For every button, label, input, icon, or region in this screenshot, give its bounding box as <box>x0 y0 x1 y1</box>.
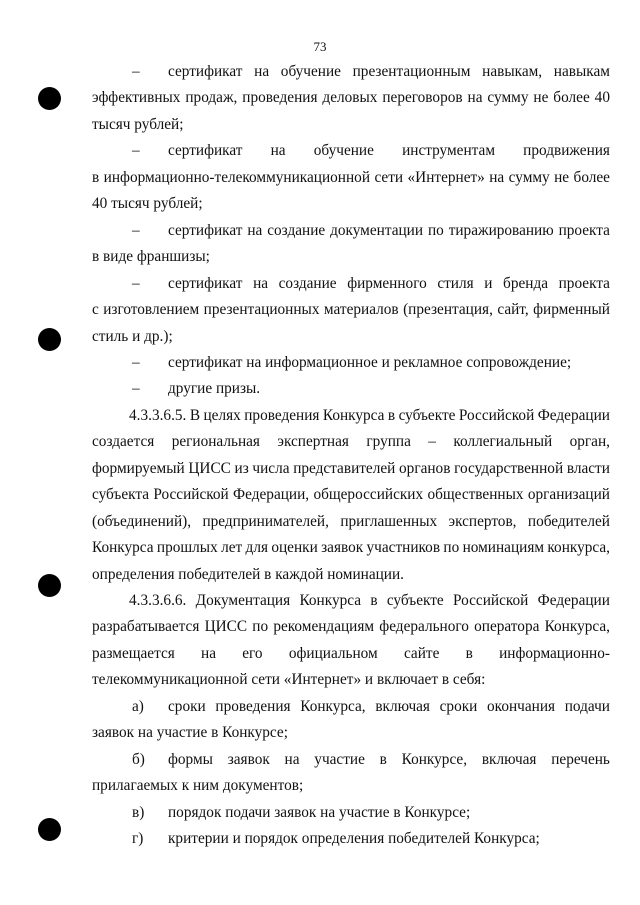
word: информационно-телекоммуникационной <box>103 169 371 186</box>
word: сайт, <box>497 301 529 318</box>
word: проекта <box>558 275 610 292</box>
word: проведения <box>244 407 320 424</box>
word: победителей <box>527 513 610 530</box>
word: включая <box>375 698 430 715</box>
word: сроки <box>439 698 478 715</box>
word: документации <box>330 222 424 239</box>
word: с <box>92 301 99 318</box>
word: субъекта <box>92 486 150 503</box>
text-line: прилагаемых к ним документов; <box>92 777 304 794</box>
text-line <box>168 274 610 294</box>
word: по <box>252 618 269 635</box>
text-line: порядок подачи заявок на участие в Конкурсе; <box>168 804 471 821</box>
word: группа <box>366 433 411 450</box>
word: проведения <box>215 698 291 715</box>
text-line <box>168 750 610 770</box>
word: в <box>370 592 378 609</box>
word: «Интернет» <box>407 169 485 186</box>
text-line <box>92 88 610 108</box>
word: разрабатывается <box>92 618 200 635</box>
list-marker: в) <box>132 804 145 821</box>
list-marker: – <box>132 380 140 397</box>
word: в <box>387 407 396 424</box>
text-line <box>168 221 610 241</box>
word: перечень <box>551 751 610 768</box>
word: формы <box>168 751 213 768</box>
word: в <box>379 751 387 768</box>
word: заявок <box>227 751 270 768</box>
word: продвижения <box>523 142 610 159</box>
word: инструментам <box>402 142 496 159</box>
text-line <box>168 697 610 717</box>
word: создание <box>278 275 337 292</box>
word: в <box>465 645 473 662</box>
word: на <box>253 275 269 292</box>
word: участников <box>366 539 441 556</box>
text-line: другие призы. <box>168 380 261 397</box>
word: представителей <box>293 460 396 477</box>
text-line: стиль и др.); <box>92 328 173 345</box>
word: сумму <box>487 89 529 106</box>
word: на <box>254 63 270 80</box>
word: стиля <box>437 275 474 292</box>
word: сертификат <box>168 63 243 80</box>
word: на <box>467 89 483 106</box>
word: целях <box>203 407 241 424</box>
word: региональная <box>171 433 260 450</box>
word: сайте <box>403 645 440 662</box>
page-number: 73 <box>313 39 327 54</box>
word: Федерации <box>537 592 610 609</box>
word: фирменный <box>533 301 610 318</box>
word: Конкурсе, <box>401 751 468 768</box>
word: и <box>484 275 493 292</box>
word: заявок <box>321 539 364 556</box>
word: Федерации <box>537 407 610 424</box>
word: предпринимателей, <box>202 513 329 530</box>
word: фирменного <box>347 275 427 292</box>
text-line <box>92 512 610 532</box>
word: ЦИСС <box>188 460 231 477</box>
word: создание <box>267 222 326 239</box>
text-line: заявок на участие в Конкурсе; <box>92 724 288 741</box>
word: 4.3.3.6.5. <box>129 407 187 424</box>
word: Конкурса <box>299 592 362 609</box>
text-line: сертификат на информационное и рекламное сопровождение; <box>168 354 572 371</box>
word: коллегиальный <box>453 433 553 450</box>
text-line: в виде франшизы; <box>92 248 210 265</box>
word: навыкам <box>553 63 610 80</box>
word: оценки <box>271 539 318 556</box>
text-line <box>92 485 610 505</box>
word: ЦИСС <box>204 618 248 635</box>
word: размещается <box>92 645 175 662</box>
word: – <box>428 433 436 450</box>
text-line <box>92 168 610 188</box>
text-line <box>92 538 610 558</box>
word: Федерации, <box>233 486 310 503</box>
text-line <box>129 406 610 426</box>
list-marker: – <box>132 63 140 80</box>
word: номинациям <box>462 539 545 556</box>
word: (презентация, <box>403 301 493 318</box>
list-marker: г) <box>132 830 144 847</box>
word: 4.3.3.6.6. <box>129 592 187 609</box>
word: более <box>553 89 590 106</box>
word: сроки <box>168 698 206 715</box>
word: по <box>427 222 444 239</box>
word: органов <box>399 460 451 477</box>
word: продаж, <box>185 89 238 106</box>
word: Конкурса <box>92 539 154 556</box>
word: экспертная <box>277 433 349 450</box>
word: на <box>489 169 505 186</box>
word: федерального <box>379 618 469 635</box>
word: сети <box>374 169 404 186</box>
word: сертификат <box>168 275 243 292</box>
word: общественных <box>427 486 524 503</box>
word: В <box>189 407 201 424</box>
word: Российской <box>458 407 535 424</box>
word: деловых <box>322 89 378 106</box>
punch-hole-1 <box>38 87 61 110</box>
text-line: определения победителей в каждой номинации. <box>92 566 404 583</box>
word: формируемый <box>92 460 185 477</box>
word: власти <box>566 460 610 477</box>
word: экспертов, <box>448 513 517 530</box>
word: участие <box>314 751 365 768</box>
word: 40 <box>594 89 610 106</box>
word: Документация <box>195 592 291 609</box>
word: государственной <box>454 460 564 477</box>
word: окончания <box>487 698 556 715</box>
word: Конкурса <box>322 407 385 424</box>
word: тиражированию <box>448 222 554 239</box>
text-line: критерии и порядок определения победителей Конкурса; <box>168 830 540 847</box>
word: общероссийских <box>313 486 424 503</box>
word: на <box>284 751 300 768</box>
word: рекомендациям <box>273 618 375 635</box>
word: Конкурса, <box>544 618 610 635</box>
list-marker: а) <box>132 698 144 715</box>
text-line <box>168 141 610 161</box>
text-line <box>92 300 610 320</box>
word: не <box>533 89 549 106</box>
word: (объединений), <box>92 513 192 530</box>
text-line <box>92 432 610 452</box>
word: подачи <box>564 698 610 715</box>
list-marker: – <box>132 222 140 239</box>
word: Российской <box>452 592 529 609</box>
word: субъекте <box>386 592 444 609</box>
word: по <box>443 539 460 556</box>
word: его <box>242 645 263 662</box>
word: сумму <box>508 169 550 186</box>
word: прошлых <box>156 539 218 556</box>
word: включая <box>481 751 537 768</box>
text-line <box>168 62 610 82</box>
punch-hole-4 <box>38 818 61 841</box>
punch-hole-3 <box>38 574 61 597</box>
word: обучение <box>313 142 374 159</box>
word: сертификат <box>168 142 243 159</box>
word: приглашенных <box>340 513 438 530</box>
word: субъекте <box>398 407 456 424</box>
word: обучение <box>280 63 341 80</box>
word: на <box>201 645 217 662</box>
word: информационно- <box>499 645 610 662</box>
word: лет <box>221 539 243 556</box>
text-line: телекоммуникационной сети «Интернет» и включает в себя: <box>92 671 486 688</box>
word: более <box>573 169 610 186</box>
word: в <box>92 169 100 186</box>
text-line: тысяч рублей; <box>92 116 184 133</box>
word: материалов <box>323 301 399 318</box>
word: организаций <box>527 486 610 503</box>
word: для <box>245 539 268 556</box>
word: сертификат <box>168 222 243 239</box>
list-marker: б) <box>132 751 145 768</box>
word: на <box>247 222 263 239</box>
word: Российской <box>153 486 229 503</box>
word: на <box>270 142 286 159</box>
word: не <box>554 169 570 186</box>
word: презентационным <box>352 63 471 80</box>
word: Конкурса, <box>300 698 366 715</box>
word: бренда <box>503 275 549 292</box>
text-line <box>92 459 610 479</box>
list-marker: – <box>132 354 140 371</box>
text-line <box>129 591 610 611</box>
word: официальном <box>288 645 378 662</box>
word: орган, <box>569 433 610 450</box>
list-marker: – <box>132 275 140 292</box>
text-line <box>92 644 610 664</box>
word: переговоров <box>382 89 463 106</box>
word: создается <box>92 433 155 450</box>
text-line <box>92 617 610 637</box>
word: навыкам, <box>482 63 543 80</box>
punch-hole-2 <box>38 328 61 351</box>
word: изготовлением <box>103 301 200 318</box>
word: из <box>234 460 249 477</box>
text-line: 40 тысяч рублей; <box>92 195 203 212</box>
word: конкурса, <box>547 539 610 556</box>
word: числа <box>252 460 290 477</box>
list-marker: – <box>132 142 140 159</box>
word: проведения <box>242 89 318 106</box>
word: оператора <box>474 618 540 635</box>
word: эффективных <box>92 89 181 106</box>
word: презентационных <box>203 301 320 318</box>
word: проекта <box>558 222 610 239</box>
